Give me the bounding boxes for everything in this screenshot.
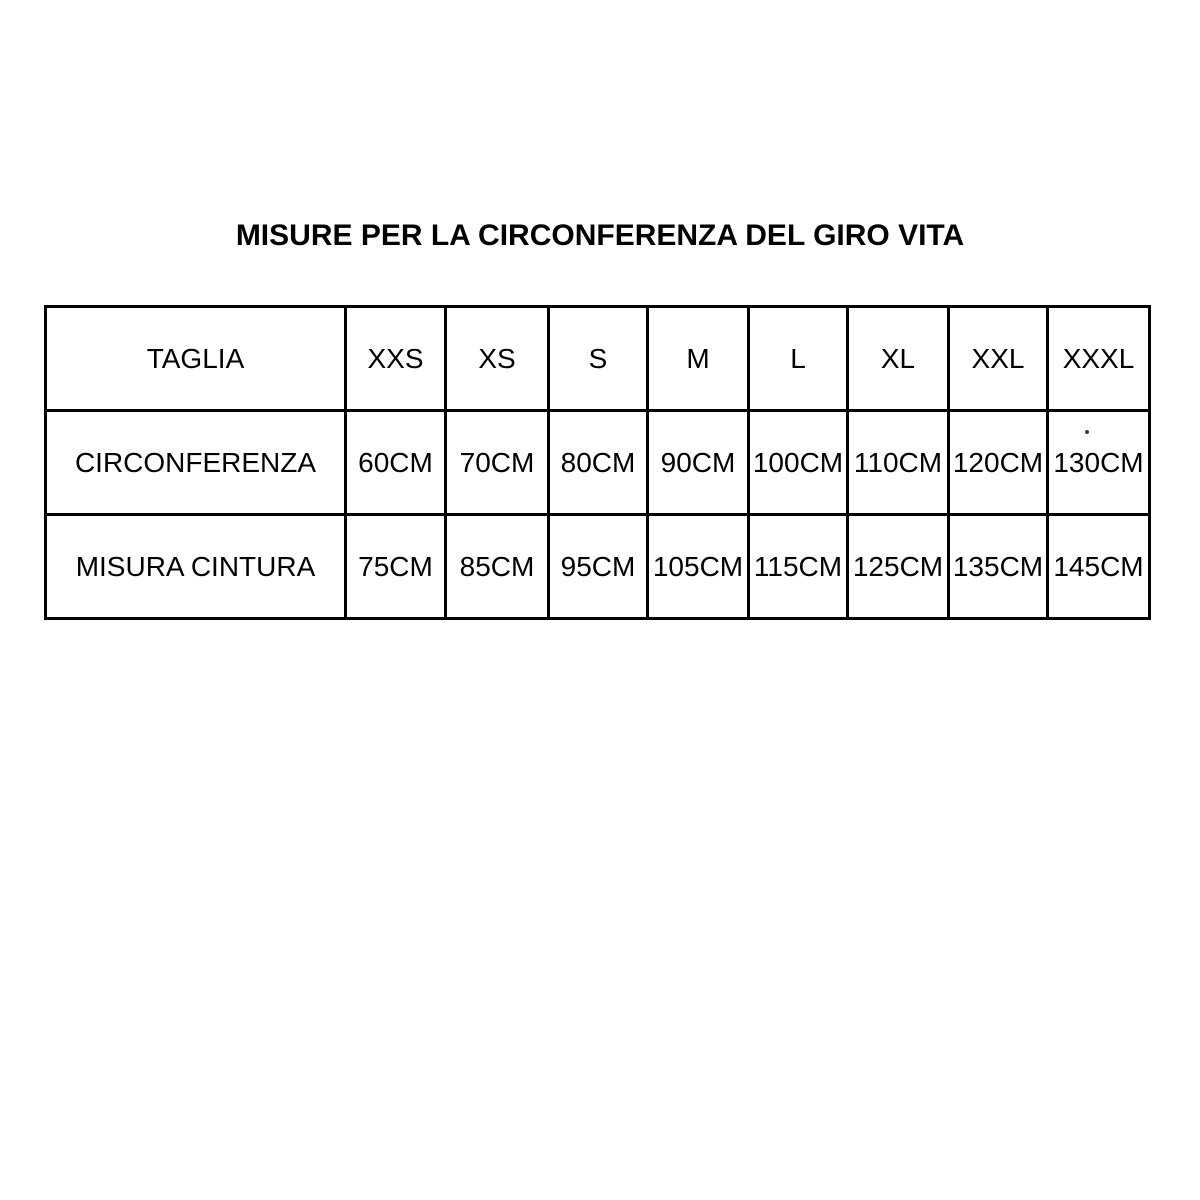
cell-circonferenza-xl: 110CM bbox=[848, 411, 949, 515]
cell-misura-cintura-l: 115CM bbox=[749, 515, 848, 619]
table-header-row bbox=[46, 307, 1150, 411]
cell-circonferenza-xxs: 60CM bbox=[346, 411, 446, 515]
cell-misura-cintura-xxl: 135CM bbox=[949, 515, 1048, 619]
stray-dot-artifact bbox=[1085, 430, 1089, 434]
header-cell-taglia: TAGLIA bbox=[46, 307, 346, 411]
page-title: MISURE PER LA CIRCONFERENZA DEL GIRO VITA bbox=[235, 219, 965, 252]
cell-circonferenza-l: 100CM bbox=[749, 411, 848, 515]
cell-circonferenza-xxxl: 130CM bbox=[1048, 411, 1150, 515]
cell-circonferenza-xxl: 120CM bbox=[949, 411, 1048, 515]
size-chart-table bbox=[44, 305, 1151, 620]
cell-misura-cintura-xxs: 75CM bbox=[346, 515, 446, 619]
table-row-circonferenza bbox=[46, 411, 1150, 515]
cell-misura-cintura-xxxl: 145CM bbox=[1048, 515, 1150, 619]
row-label-misura-cintura: MISURA CINTURA bbox=[46, 515, 346, 619]
cell-circonferenza-m: 90CM bbox=[648, 411, 749, 515]
cell-misura-cintura-m: 105CM bbox=[648, 515, 749, 619]
row-label-circonferenza: CIRCONFERENZA bbox=[46, 411, 346, 515]
cell-circonferenza-s: 80CM bbox=[549, 411, 648, 515]
header-cell-l: L bbox=[749, 307, 848, 411]
cell-misura-cintura-xs: 85CM bbox=[446, 515, 549, 619]
cell-misura-cintura-s: 95CM bbox=[549, 515, 648, 619]
table-row-misura-cintura bbox=[46, 515, 1150, 619]
header-cell-s: S bbox=[549, 307, 648, 411]
header-cell-xxs: XXS bbox=[346, 307, 446, 411]
header-cell-xxxl: XXXL bbox=[1048, 307, 1150, 411]
header-cell-xxl: XXL bbox=[949, 307, 1048, 411]
cell-misura-cintura-xl: 125CM bbox=[848, 515, 949, 619]
cell-circonferenza-xs: 70CM bbox=[446, 411, 549, 515]
header-cell-xl: XL bbox=[848, 307, 949, 411]
header-cell-xs: XS bbox=[446, 307, 549, 411]
header-cell-m: M bbox=[648, 307, 749, 411]
